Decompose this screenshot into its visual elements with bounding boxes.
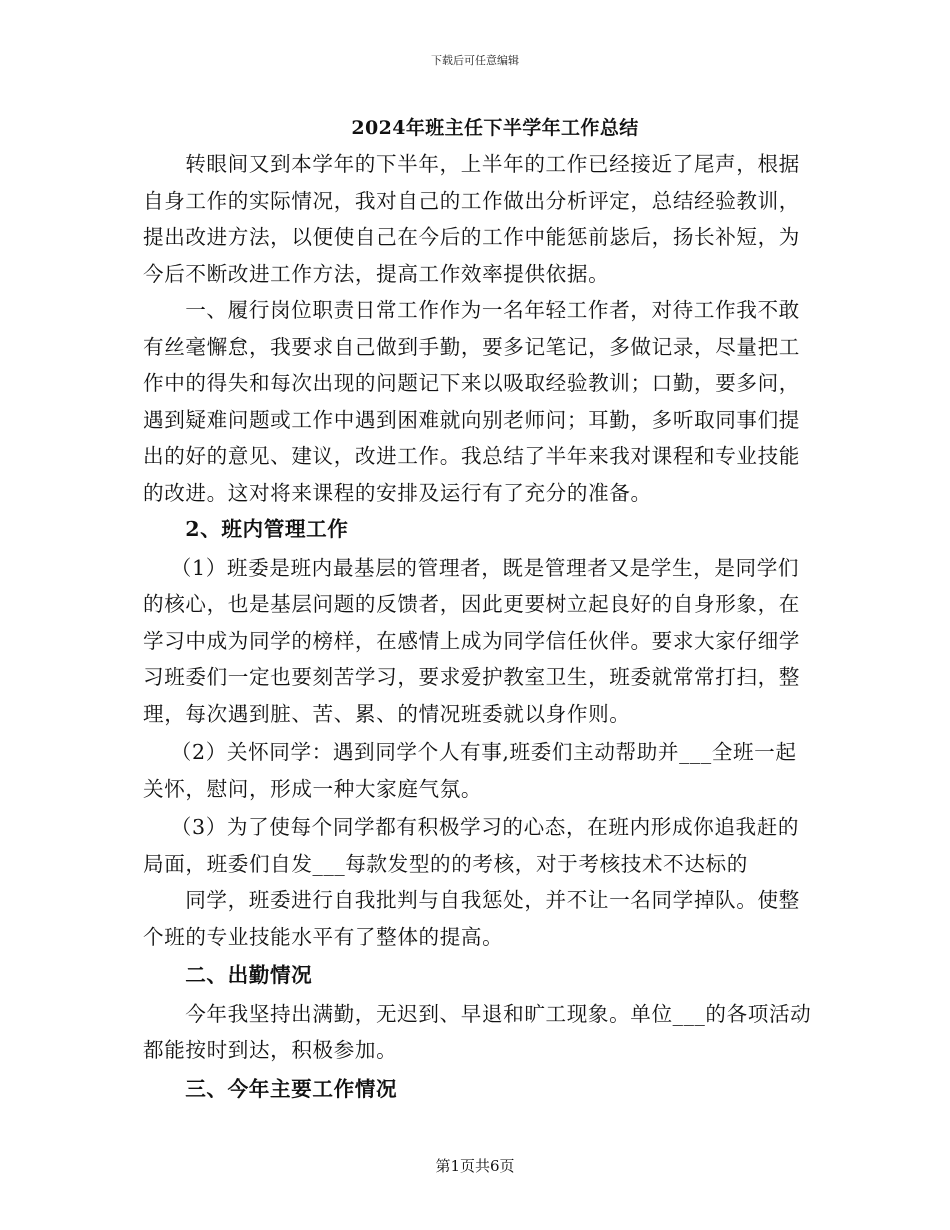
item-3-continuation: 同学，班委进行自我批判与自我惩处，并不让一名同学掉队。使整个班的专业技能水平有了整体的提高。 [143,888,800,949]
main-work-heading: 三、今年主要工作情况 [185,1076,398,1101]
section-2-heading: 2、班内管理工作 [185,517,349,541]
attendance-heading: 二、出勤情况 [185,963,313,987]
attendance-paragraph: 今年我坚持出满勤，无迟到、早退和旷工现象。单位___的各项活动都能按时到达，积极参加。 [143,1001,812,1062]
item-2-paragraph: （2）关怀同学：遇到同学个人有事,班委们主动帮助并___全班一起关怀，慰问，形成一种大家庭气氛。 [143,740,797,801]
document-title: 2024年班主任下半学年工作总结 [351,117,639,139]
item-1-paragraph: （1）班委是班内最基层的管理者，既是管理者又是学生，是同学们的核心，也是基层问题的反馈者，因此更要树立起良好的自身形象，在学习中成为同学的榜样，在感情上成为同学信任伙伴。要求大家仔细学习班委们一定也要刻苦学习，要求爱护教室卫生，班委就常常打扫，整理，每次遇到脏、苦、累、的情况班委就以身作则。 [143,555,801,726]
item-3-paragraph: （3）为了使每个同学都有积极学习的心态，在班内形成你追我赶的局面，班委们自发___每款发型的的考核，对于考核技术不达标的 [143,815,800,876]
section-1-paragraph: 一、履行岗位职责日常工作作为一名年轻工作者，对待工作我不敢有丝毫懈怠，我要求自己做到手勤，要多记笔记，多做记录，尽量把工作中的得失和每次出现的问题记下来以吸取经验教训；口勤，要多问，遇到疑难问题或工作中遇到困难就向别老师问；耳勤，多听取同事们提出的好的意见、建议，改进工作。我总结了半年来我对课程和专业技能的改进。这对将来课程的安排及运行有了充分的准备。 [143,298,801,505]
page-header: 下载后可任意编辑 [431,54,519,67]
document-body [143,146,813,1107]
intro-paragraph: 转眼间又到本学年的下半年，上半年的工作已经接近了尾声，根据自身工作的实际情况，我对自己的工作做出分析评定，总结经验教训，提出改进方法，以便使自己在今后的工作中能惩前毖后，扬长补短，为今后不断改进工作方法，提高工作效率提供依据。 [143,152,801,286]
page-footer: 第1页共6页 [435,1157,515,1175]
